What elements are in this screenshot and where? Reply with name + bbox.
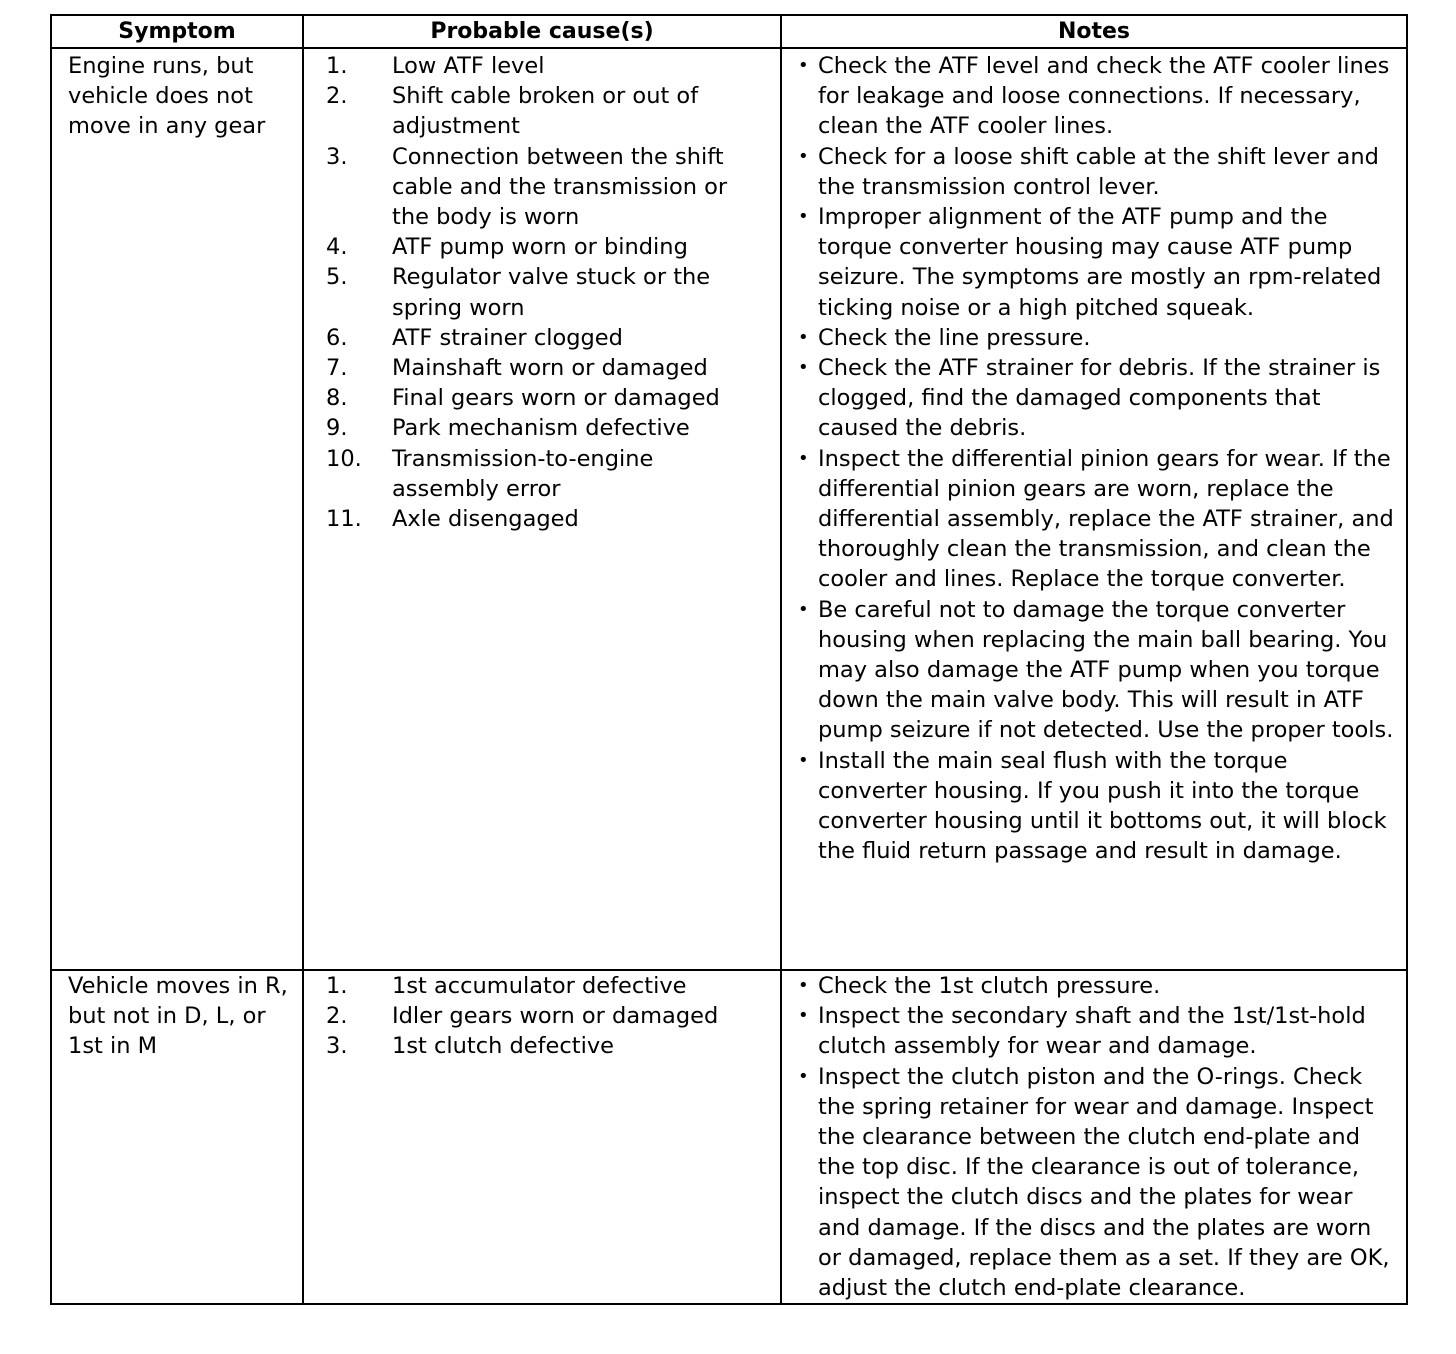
note-text: Improper alignment of the ATF pump and the torque converter housing may cause ATF pump seizure. The symptoms are mostly an rpm-related ticking noise or a high pitched squeak.	[818, 204, 1382, 321]
cause-text: ATF pump worn or binding	[392, 234, 688, 261]
list-item	[782, 353, 1406, 444]
cause-text: Regulator valve stuck or the spring worn	[392, 264, 711, 321]
list-item	[304, 232, 780, 262]
list-item	[304, 383, 780, 413]
cause-number: 3.	[326, 143, 348, 170]
cause-text: Idler gears worn or damaged	[392, 1003, 719, 1030]
list-item	[304, 353, 780, 383]
cause-text: Final gears worn or damaged	[392, 385, 720, 412]
header-probable-causes: Probable cause(s)	[303, 15, 781, 48]
note-text: Check the line pressure.	[818, 324, 1091, 351]
cause-number: 9.	[326, 415, 348, 442]
cause-number: 2.	[326, 83, 348, 110]
cause-text: 1st clutch defective	[392, 1033, 614, 1060]
cause-text: Low ATF level	[392, 53, 545, 79]
list-item	[782, 142, 1406, 202]
bullet-icon: •	[798, 55, 809, 76]
list-item	[304, 1001, 780, 1031]
notes-cell	[781, 48, 1407, 970]
cause-number: 1.	[326, 53, 348, 79]
cause-text: Transmission-to-engine assembly error	[392, 445, 654, 502]
bullet-icon: •	[798, 1005, 809, 1027]
cause-number: 4.	[326, 234, 348, 261]
cause-number: 1.	[326, 973, 348, 999]
note-text: Be careful not to damage the torque converter housing when replacing the main ball bearing. You may also damage the ATF pump when you torque down the main valve body. This will result in ATF pump seizure if not detected. Use the proper tools.	[818, 596, 1394, 744]
list-item	[782, 1062, 1406, 1304]
note-text: Check the 1st clutch pressure.	[818, 973, 1161, 999]
list-item	[304, 51, 780, 81]
list-item	[782, 1001, 1406, 1061]
notes-list	[782, 49, 1406, 866]
list-item	[782, 202, 1406, 323]
symptom-text: Engine runs, but vehicle does not move in any gear	[68, 53, 266, 140]
list-item	[782, 51, 1406, 142]
cause-number: 2.	[326, 1003, 348, 1030]
header-notes: Notes	[781, 15, 1407, 48]
cause-text: Park mechanism defective	[392, 415, 690, 442]
bullet-icon: •	[798, 749, 809, 771]
symptom-cell	[51, 48, 303, 970]
cause-list	[304, 49, 780, 534]
cause-number: 3.	[326, 1033, 348, 1060]
troubleshooting-table	[50, 14, 1408, 1305]
cause-number: 11.	[326, 506, 362, 533]
bullet-icon: •	[798, 975, 809, 996]
note-text: Inspect the clutch piston and the O-rings. Check the spring retainer for wear and damage. Inspect the clearance between the clutch end-plate and the top disc. If the clearance is out of tolerance, inspect the clutch discs and the plates for wear and damage. If the discs and the plates are worn or damaged, replace them as a set. If they are OK, adjust the clutch end-plate clearance.	[818, 1063, 1390, 1302]
symptom-text: Vehicle moves in R, but not in D, L, or 1st in M	[68, 973, 288, 1060]
note-text: Check the ATF strainer for debris. If the strainer is clogged, find the damaged components that caused the debris.	[818, 355, 1381, 442]
list-item	[304, 444, 780, 504]
note-text: Check the ATF level and check the ATF cooler lines for leakage and loose connections. If necessary, clean the ATF cooler lines.	[818, 53, 1390, 140]
note-text: Check for a loose shift cable at the shift lever and the transmission control lever.	[818, 143, 1379, 200]
header-symptom: Symptom	[51, 15, 303, 48]
list-item	[304, 262, 780, 322]
cause-text: ATF strainer clogged	[392, 324, 623, 351]
note-text: Install the main seal flush with the torque converter housing. If you push it into the torque converter housing until it bottoms out, it will block the fluid return passage and result in damage.	[818, 747, 1387, 865]
list-item	[304, 323, 780, 353]
note-text: Inspect the secondary shaft and the 1st/1st-hold clutch assembly for wear and damage.	[818, 1003, 1366, 1060]
notes-list	[782, 971, 1406, 1303]
notes-cell	[781, 970, 1407, 1304]
list-item	[782, 444, 1406, 595]
list-item	[782, 595, 1406, 746]
cause-text: 1st accumulator defective	[392, 973, 687, 999]
symptom-cell	[51, 970, 303, 1304]
table-row	[51, 48, 1407, 970]
bullet-icon: •	[798, 598, 809, 620]
cause-text: Shift cable broken or out of adjustment	[392, 83, 699, 140]
list-item	[304, 504, 780, 534]
cause-number: 6.	[326, 324, 348, 351]
bullet-icon: •	[798, 326, 809, 348]
bullet-icon: •	[798, 357, 809, 379]
list-item	[304, 413, 780, 443]
header-row	[51, 15, 1407, 48]
list-item	[304, 1031, 780, 1061]
cause-list	[304, 971, 780, 1062]
list-item	[304, 971, 780, 1001]
table-row	[51, 970, 1407, 1304]
list-item	[304, 142, 780, 233]
cause-number: 5.	[326, 264, 348, 291]
cause-text: Mainshaft worn or damaged	[392, 355, 708, 382]
bullet-icon: •	[798, 1065, 809, 1087]
cause-number: 7.	[326, 355, 348, 382]
list-item	[782, 971, 1406, 1001]
cause-number: 8.	[326, 385, 348, 412]
cause-number: 10.	[326, 445, 362, 472]
cause-text: Axle disengaged	[392, 506, 579, 533]
note-text: Inspect the differential pinion gears for wear. If the differential pinion gears are worn, replace the differential assembly, replace the ATF strainer, and thoroughly clean the transmission, and clean the cooler and lines. Replace the torque converter.	[818, 445, 1394, 593]
list-item	[304, 81, 780, 141]
causes-cell	[303, 970, 781, 1304]
cause-text: Connection between the shift cable and the transmission or the body is worn	[392, 143, 728, 231]
bullet-icon: •	[798, 447, 809, 469]
bullet-icon: •	[798, 145, 809, 167]
list-item	[782, 323, 1406, 353]
list-item	[782, 746, 1406, 867]
bullet-icon: •	[798, 206, 809, 228]
causes-cell	[303, 48, 781, 970]
